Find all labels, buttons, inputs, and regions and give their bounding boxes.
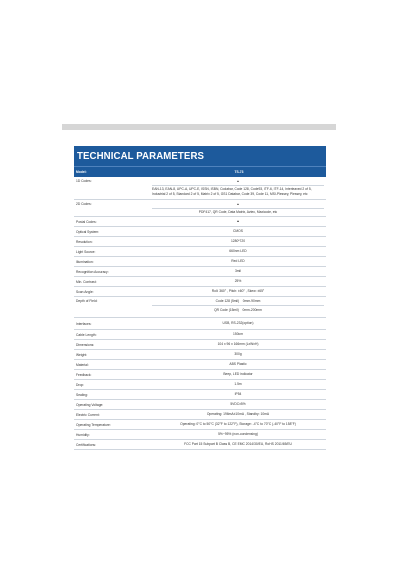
header-divider-bar <box>62 124 336 130</box>
spec-value: USB, RS-232(option) <box>222 321 254 326</box>
spec-row-voltage <box>74 400 326 410</box>
spec-value: 25% <box>234 279 242 284</box>
spec-label: 2D Codes: <box>76 202 92 206</box>
spec-row-1d-codes <box>74 177 326 200</box>
spec-label: Humidity: <box>76 432 90 437</box>
spec-label: Electric Current: <box>76 412 100 417</box>
spec-value: 5VDC±5% <box>230 402 246 407</box>
spec-label: Feedback: <box>76 372 92 377</box>
spec-row-sealing <box>74 390 326 400</box>
spec-label: Scan Angle: <box>76 289 94 294</box>
title-banner <box>74 146 326 166</box>
spec-row-recognition <box>74 267 326 277</box>
spec-label: Resolution: <box>76 239 93 244</box>
spec-label: Depth of Field: <box>76 299 98 303</box>
spec-row-temperature <box>74 420 326 430</box>
spec-label: Light Source: <box>76 249 96 254</box>
spec-row-optical <box>74 227 326 237</box>
spec-row-depth-of-field <box>74 297 326 318</box>
spec-value: Code 128 (5mil) 0mm-90mm <box>215 299 261 303</box>
spec-value: 1280*720 <box>230 239 246 244</box>
spec-label: Recognition Accuracy: <box>76 269 109 274</box>
spec-value: Red LED <box>231 259 245 264</box>
spec-label: Min. Contrast: <box>76 279 97 284</box>
spec-row-certifications <box>74 440 326 450</box>
spec-label: Cable Length: <box>76 332 97 337</box>
spec-value: ▲ <box>236 219 240 224</box>
spec-value: CMOS <box>233 229 243 234</box>
spec-label: Postal Codes: <box>76 219 97 224</box>
spec-row-humidity <box>74 430 326 440</box>
spec-label: Interfaces: <box>76 321 92 326</box>
spec-value: 660nm LED <box>229 249 247 254</box>
spec-row-illumination <box>74 257 326 267</box>
spec-value: Beep, LED indicator <box>223 372 253 377</box>
spec-label: Certifications: <box>76 442 96 447</box>
spec-row-drop <box>74 380 326 390</box>
spec-label: Operating Voltage: <box>76 402 104 407</box>
spec-value: 150cm <box>233 332 243 337</box>
spec-row-postal <box>74 217 326 227</box>
spec-value: Roll: 360° , Pitch: ±60° , Skew: ±65° <box>211 289 265 294</box>
spec-value: IP54 <box>234 392 242 397</box>
spec-value: EAN-13, EAN-8, UPC-A, UPC-E, ISSN, ISBN, Codabar, Code 128, Code93, ITF-6, ITF-14, Interleaved 2 of 5, Industrial 2 of 5, Standard 2 of 5, Matrix 2 of 5, GS1 Databar, Code 39, Code 11, MSI-Plessey, Plessey, etc <box>152 185 324 196</box>
spec-row-cable <box>74 330 326 340</box>
spec-row-light <box>74 247 326 257</box>
spec-label: Dimensions: <box>76 342 95 347</box>
spec-value: 3mil <box>234 269 242 274</box>
spec-row-feedback <box>74 370 326 380</box>
model-header-row <box>74 166 326 177</box>
page-title: TECHNICAL PARAMETERS <box>77 150 205 162</box>
spec-row-current <box>74 410 326 420</box>
spec-label: Drop: <box>76 382 85 387</box>
spec-row-dimensions <box>74 340 326 350</box>
spec-value: QR Code (15mil) 0mm-200mm <box>152 305 324 312</box>
spec-sheet <box>74 146 326 450</box>
spec-value: 1.5m <box>234 382 242 387</box>
spec-row-interfaces <box>74 318 326 330</box>
support-marker-icon: ▲ <box>236 179 240 183</box>
spec-row-material <box>74 360 326 370</box>
spec-value: Operating: 196mA±10mA , Standby: 10mA <box>206 412 270 417</box>
spec-row-weight <box>74 350 326 360</box>
spec-value: Operating: 0°C to 50°C (32°F to 122°F), Storage: -4°C to 70°C (-40°F to 158°F) <box>180 422 296 427</box>
spec-label: Material: <box>76 362 89 367</box>
spec-row-scan-angle <box>74 287 326 297</box>
spec-label: Operating Temperature: <box>76 422 111 427</box>
spec-label: Sealing: <box>76 392 88 397</box>
spec-row-resolution <box>74 237 326 247</box>
spec-label: 1D Codes: <box>76 179 92 183</box>
support-marker-icon: ▲ <box>236 202 240 206</box>
spec-value: 300g <box>234 352 242 357</box>
spec-value: FCC Part 15 Subpart B Class B, CE EMC 2014/30/EU, RoHS 2011/65/EU <box>184 442 292 447</box>
spec-row-contrast <box>74 277 326 287</box>
spec-label: Illumination: <box>76 259 94 264</box>
spec-value: 5%~95% (non-condensing) <box>218 432 258 437</box>
spec-value: ABS Plastic <box>229 362 247 367</box>
spec-label: Weight: <box>76 352 88 357</box>
spec-row-2d-codes <box>74 200 326 217</box>
spec-value: 104 x 96 x 166mm (LxWxH) <box>217 342 259 347</box>
spec-value: PDF417, QR Code, Data Matrix, Aztec, Maxicode, etc <box>152 208 324 214</box>
spec-label: Optical System: <box>76 229 100 234</box>
model-label: Model: <box>76 170 87 174</box>
model-value: TS-73 <box>234 170 244 174</box>
